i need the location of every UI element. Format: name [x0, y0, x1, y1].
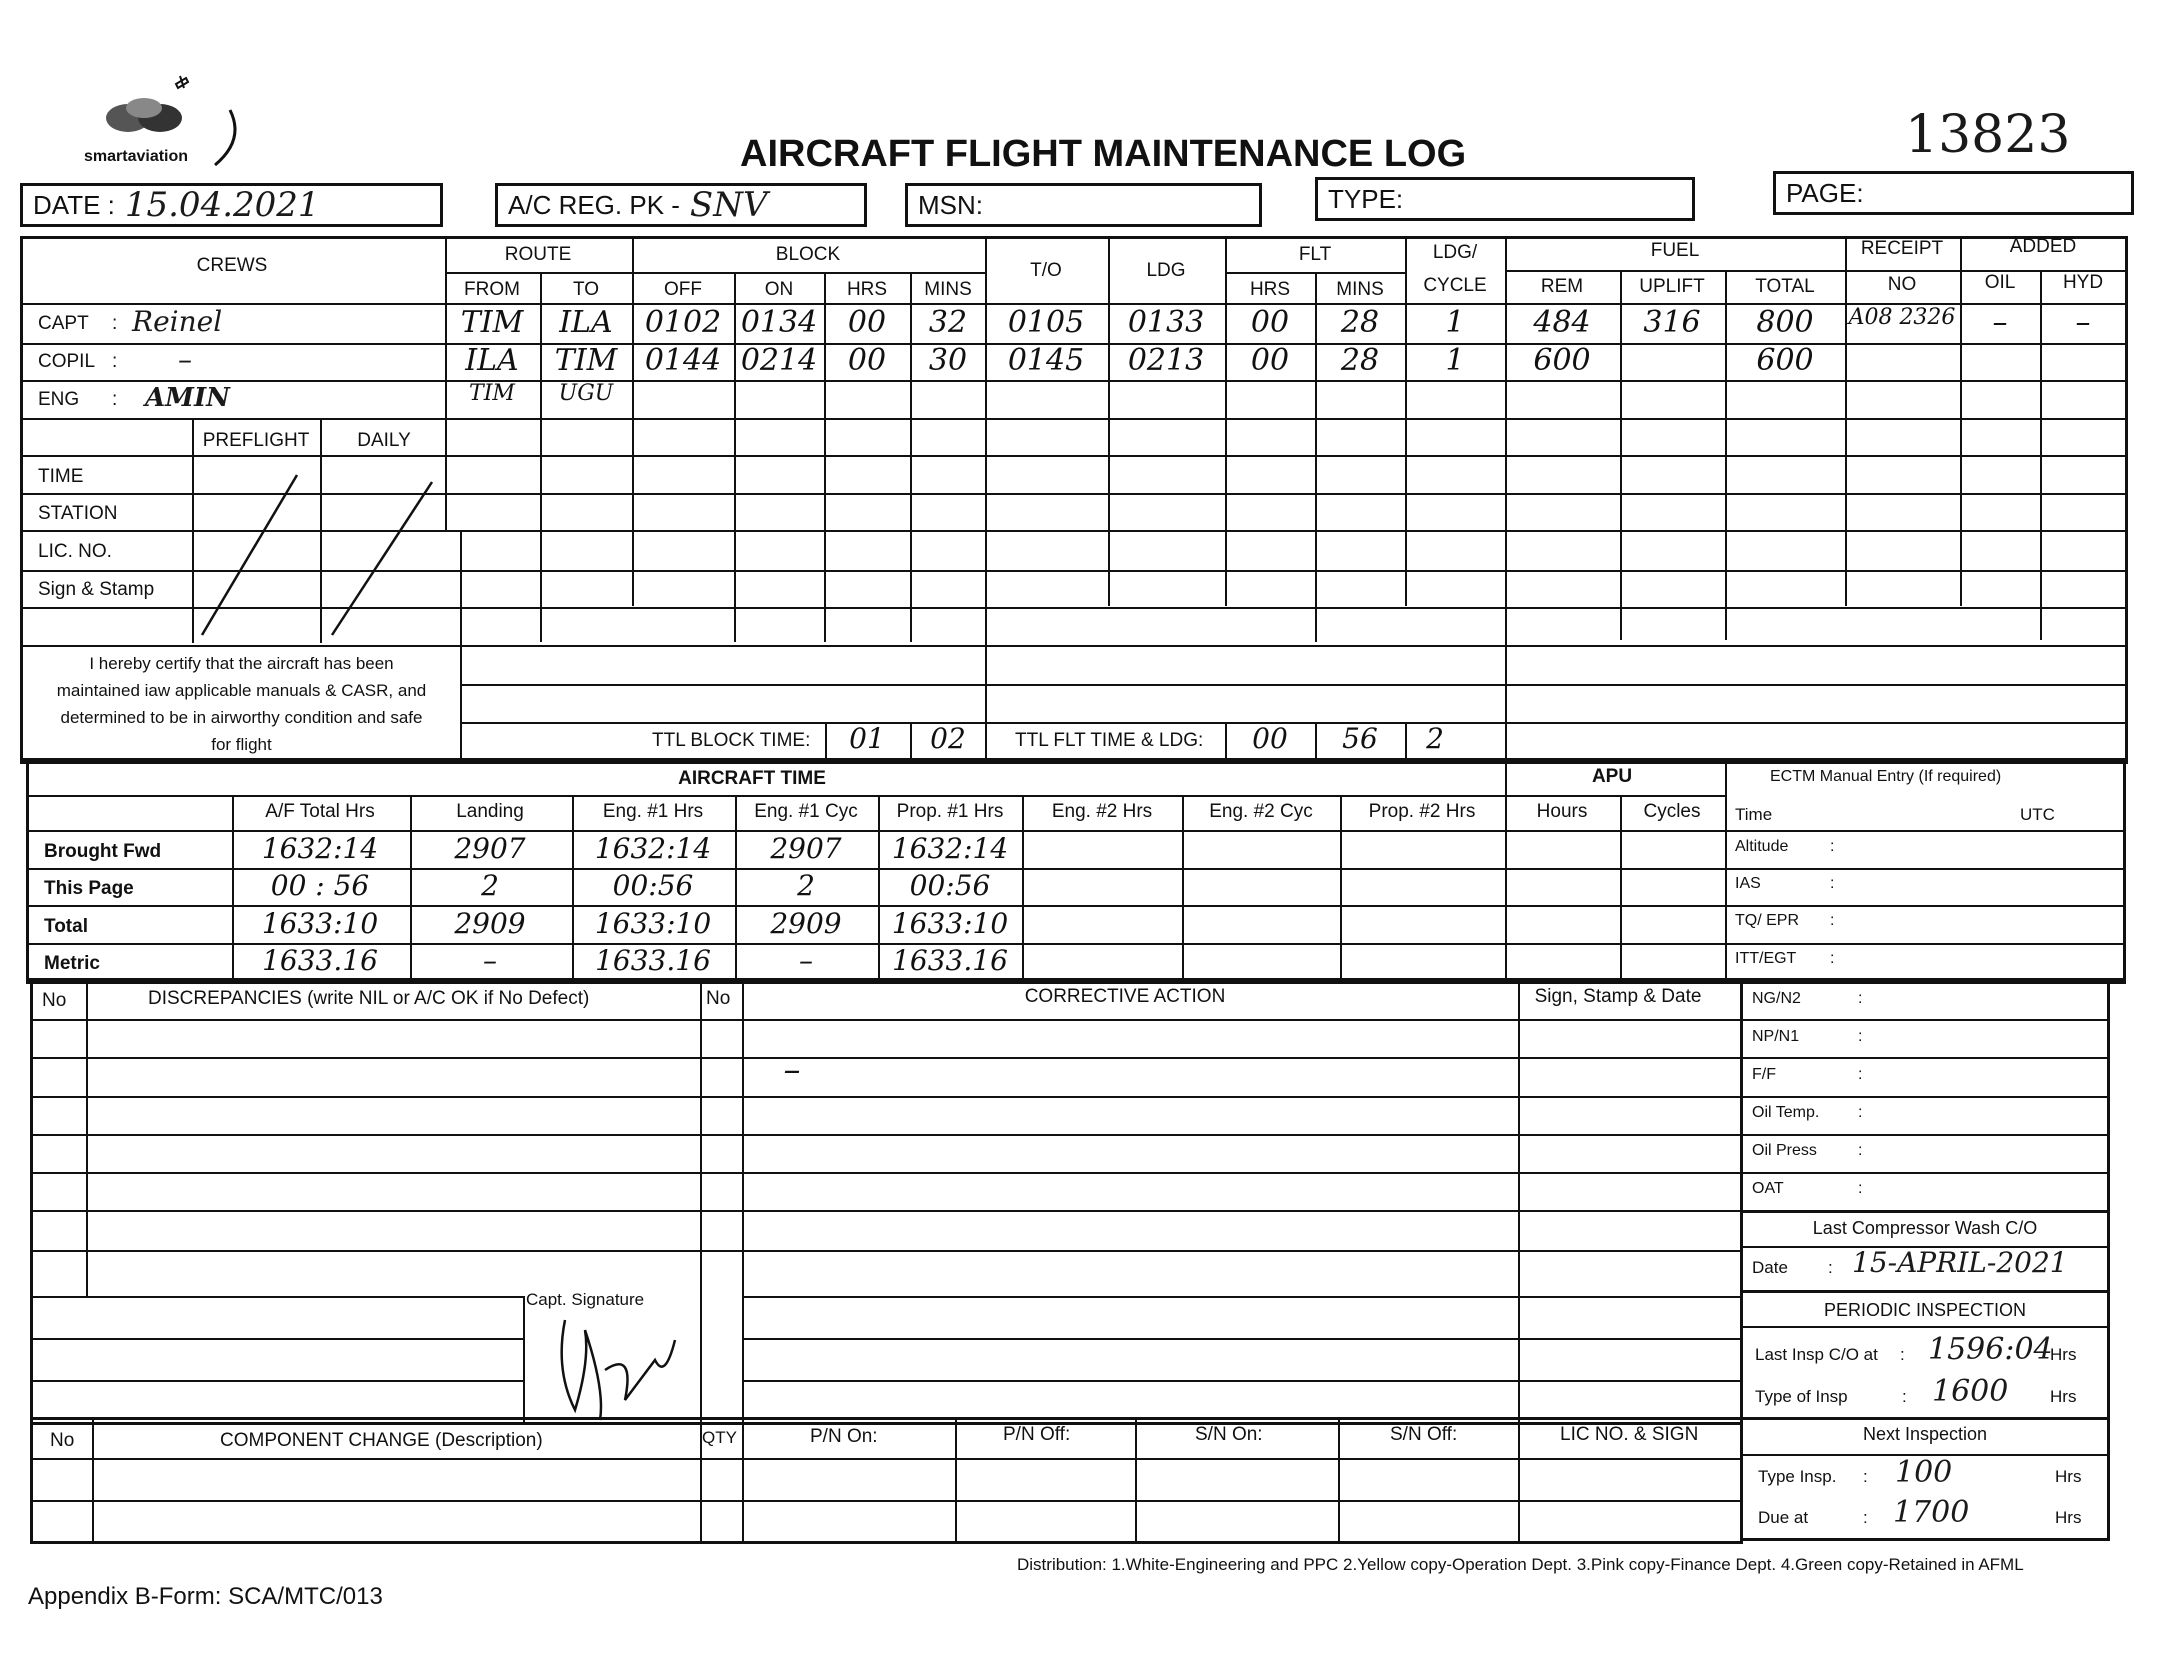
ttl-flt-mins: 56	[1342, 722, 1378, 755]
flight-cell-to_time: 0145	[1007, 343, 1085, 378]
aircraft-time-cell: –	[483, 944, 497, 977]
flight-cell-on: 0134	[740, 305, 818, 340]
last-insp-value: 1596:04	[1928, 1332, 2053, 1367]
col-prop2-hrs: Prop. #2 Hrs	[1368, 801, 1476, 822]
from-header: FROM	[464, 279, 520, 300]
route-header: ROUTE	[504, 244, 572, 265]
comp-no-label: No	[50, 1430, 75, 1451]
total-header: TOTAL	[1755, 276, 1815, 297]
due-at-hrs: Hrs	[2055, 1508, 2082, 1527]
type-insp-hrs: Hrs	[2050, 1387, 2077, 1406]
certify-line: for flight	[211, 735, 272, 754]
aircraft-time-cell: 1633:10	[594, 907, 712, 940]
aircraft-time-cell: 00 : 56	[270, 869, 370, 902]
discrepancies-table	[30, 981, 1743, 1425]
flight-cell-to: TIM	[554, 343, 618, 378]
next-type-value: 100	[1895, 1455, 1953, 1490]
type-box	[1315, 177, 1695, 221]
ectm-param-colon: :	[1830, 838, 1835, 855]
mins-header: MINS	[924, 279, 972, 300]
msn-label: MSN:	[918, 189, 983, 220]
ectm-param-label: Altitude	[1735, 838, 1789, 855]
flight-cell-mins: 32	[928, 305, 968, 340]
ectm-param-label: TQ/ EPR	[1735, 912, 1800, 929]
last-insp-colon: :	[1900, 1345, 1905, 1364]
takeoff-header: T/O	[1030, 260, 1062, 281]
flight-cell-flt_mins: 28	[1340, 343, 1380, 378]
comp-lic: LIC NO. & SIGN	[1560, 1424, 1699, 1445]
flight-cell-cycle: 1	[1445, 305, 1465, 340]
ectm-param-label: ITT/EGT	[1735, 950, 1797, 967]
corrective-title: CORRECTIVE ACTION	[1024, 986, 1226, 1007]
flight-cell-receipt: A08 2326	[1848, 305, 1956, 330]
receipt-header: RECEIPT	[1860, 238, 1944, 259]
flight-cell-ldg: 0133	[1127, 305, 1205, 340]
corrective-entry: –	[783, 1050, 801, 1090]
comp-sn-on: S/N On:	[1195, 1424, 1263, 1445]
col-eng2-cyc: Eng. #2 Cyc	[1209, 801, 1313, 822]
distribution-note: Distribution: 1.White-Engineering and PPC 2.Yellow copy-Operation Dept. 3.Pink copy-Finance Dept. 4.Green copy-Retained in AFML	[1017, 1555, 2024, 1574]
form-number: 13823	[1905, 105, 2071, 165]
date-box	[20, 183, 443, 227]
comp-title: COMPONENT CHANGE (Description)	[220, 1430, 543, 1451]
capt-colon: :	[112, 313, 118, 334]
rem-header: REM	[1540, 276, 1584, 297]
ttl-block-mins: 02	[930, 722, 966, 755]
aircraft-time-cell: 1633.16	[892, 944, 1008, 977]
flight-cell-hyd: –	[2075, 305, 2091, 340]
ectm-param-colon: :	[1858, 1028, 1863, 1045]
aircraft-time-cell: 00:56	[909, 869, 991, 902]
next-type-hrs: Hrs	[2055, 1467, 2082, 1486]
copil-colon: :	[112, 351, 118, 372]
aircraft-time-cell: 2	[797, 869, 815, 902]
aircraft-time-row-label: This Page	[44, 878, 134, 899]
flt-hrs-header: HRS	[1249, 279, 1291, 300]
oil-header: OIL	[1984, 272, 2016, 293]
aircraft-time-cell: 1633:10	[261, 907, 379, 940]
ac-reg-box	[495, 183, 867, 227]
flight-cell-mins: 30	[928, 343, 968, 378]
flight-cell-rem: 600	[1533, 343, 1591, 378]
due-at-value: 1700	[1893, 1495, 1970, 1530]
hyd-header: HYD	[2062, 272, 2104, 293]
aircraft-time-cell: 00:56	[612, 869, 694, 902]
lic-no-label: LIC. NO.	[38, 541, 112, 562]
type-insp-label: Type of Insp	[1755, 1387, 1848, 1406]
certify-line: determined to be in airworthy condition and safe	[60, 708, 423, 727]
ectm-param-colon: :	[1830, 950, 1835, 967]
apu-cycles: Cycles	[1643, 801, 1701, 822]
due-at-colon: :	[1863, 1508, 1868, 1527]
ac-reg-value: SNV	[689, 185, 768, 225]
flt-mins-header: MINS	[1336, 279, 1384, 300]
aircraft-time-row-label: Metric	[44, 953, 100, 974]
ectm-utc-label: UTC	[2020, 805, 2055, 824]
eng-label: ENG	[38, 389, 80, 410]
flight-cell-ldg: 0213	[1127, 343, 1205, 378]
certify-line: I hereby certify that the aircraft has been	[89, 654, 394, 673]
col-eng1-hrs: Eng. #1 Hrs	[602, 801, 704, 822]
col-landing: Landing	[456, 801, 524, 822]
flight-cell-off: 0144	[644, 343, 722, 378]
flight-cell-to: ILA	[559, 305, 613, 340]
flight-cell-from: TIM	[460, 305, 524, 340]
aircraft-time-cell: 1633:10	[891, 907, 1009, 940]
copil-label: COPIL	[38, 351, 96, 372]
ectm-param-label: Oil Press	[1752, 1142, 1817, 1159]
station-label: STATION	[38, 503, 118, 524]
added-header: ADDED	[2009, 236, 2077, 257]
ectm-param-label: IAS	[1735, 875, 1761, 892]
flight-cell-oil: –	[1992, 305, 2008, 340]
flight-cell-flt_hrs: 00	[1250, 343, 1290, 378]
disc-no-label: No	[42, 990, 67, 1011]
aircraft-time-cell: 1632:14	[891, 832, 1009, 865]
comp-sn-off: S/N Off:	[1390, 1424, 1458, 1445]
ectm-param-colon: :	[1858, 1104, 1863, 1121]
eng-colon: :	[112, 389, 118, 410]
sign-title: Sign, Stamp & Date	[1534, 986, 1702, 1007]
certify-line: maintained iaw applicable manuals & CASR, and	[56, 681, 427, 700]
ldg-cycle-header-2: CYCLE	[1423, 275, 1487, 296]
ldg-header: LDG	[1146, 260, 1186, 281]
block-header: BLOCK	[775, 244, 841, 265]
flight-cell-to_time: 0105	[1007, 305, 1085, 340]
uplift-header: UPLIFT	[1639, 276, 1705, 297]
msn-box	[905, 183, 1262, 227]
preflight-label: PREFLIGHT	[202, 430, 310, 451]
next-type-label: Type Insp.	[1758, 1467, 1837, 1486]
ttl-block-hrs: 01	[849, 722, 885, 755]
ttl-flt-label: TTL FLT TIME & LDG:	[1015, 730, 1204, 751]
page-label: PAGE:	[1786, 177, 1864, 208]
receipt-no-header: NO	[1887, 274, 1917, 295]
ttl-flt-hrs: 00	[1252, 722, 1288, 755]
apu-hours: Hours	[1536, 801, 1588, 822]
last-insp-label: Last Insp C/O at	[1755, 1345, 1878, 1364]
ldg-cycle-header-1: LDG/	[1432, 242, 1478, 263]
flt-header: FLT	[1298, 244, 1332, 265]
page-title: AIRCRAFT FLIGHT MAINTENANCE LOG	[740, 133, 1467, 175]
aircraft-time-cell: 2	[481, 869, 499, 902]
hrs-header: HRS	[846, 279, 888, 300]
fuel-header: FUEL	[1650, 240, 1700, 261]
ectm-param-colon: :	[1858, 1180, 1863, 1197]
aircraft-time-cell: –	[799, 944, 813, 977]
disc-title: DISCREPANCIES (write NIL or A/C OK if No Defect)	[148, 988, 590, 1009]
ectm-param-colon: :	[1830, 912, 1835, 929]
appendix-label: Appendix B-Form: SCA/MTC/013	[28, 1583, 383, 1610]
daily-label: DAILY	[357, 430, 411, 451]
brand-name: smartaviation	[84, 148, 189, 165]
aircraft-time-cell: 2909	[454, 907, 526, 940]
eng-value: AMIN	[145, 383, 230, 413]
ectm-param-label: F/F	[1752, 1066, 1776, 1083]
copil-value: –	[178, 343, 192, 376]
aircraft-time-cell: 1632:14	[261, 832, 379, 865]
ectm-param-colon: :	[1830, 875, 1835, 892]
comp-pn-on: P/N On:	[810, 1426, 878, 1447]
compressor-wash-date-label: Date	[1752, 1258, 1788, 1277]
ttl-ldg: 2	[1426, 722, 1444, 755]
ectm-param-colon: :	[1858, 990, 1863, 1007]
ectm-param-label: OAT	[1752, 1180, 1784, 1197]
sign-stamp-label: Sign & Stamp	[38, 579, 155, 600]
type-label: TYPE:	[1328, 183, 1404, 214]
preflight-strike-icon	[192, 470, 448, 645]
aircraft-time-cell: 1633.16	[595, 944, 711, 977]
ectm-param-label: NP/N1	[1752, 1028, 1800, 1045]
flight-cell-off: 0102	[644, 305, 722, 340]
to-header: TO	[572, 279, 600, 300]
ectm-param-label: NG/N2	[1752, 990, 1801, 1007]
aircraft-time-cell: 1632:14	[594, 832, 712, 865]
page-box	[1773, 171, 2134, 215]
col-af-total-hrs: A/F Total Hrs	[265, 801, 375, 822]
date-value: 15.04.2021	[124, 185, 320, 225]
flight-cell-uplift: 316	[1643, 305, 1701, 340]
aircraft-time-cell: 1633.16	[262, 944, 378, 977]
flight-cell-rem: 484	[1533, 305, 1591, 340]
col-eng2-hrs: Eng. #2 Hrs	[1051, 801, 1153, 822]
time-label: TIME	[38, 466, 84, 487]
capt-value: Reinel	[132, 305, 223, 338]
flight-cell-cycle: 1	[1445, 343, 1465, 378]
ectm-title: ECTM Manual Entry (If required)	[1770, 768, 2002, 785]
date-label: DATE :	[33, 189, 115, 220]
flight-cell-hrs: 00	[847, 305, 887, 340]
capt-signature-label: Capt. Signature	[526, 1290, 645, 1309]
off-header: OFF	[664, 279, 702, 300]
disc-no2-label: No	[706, 988, 731, 1009]
comp-qty: QTY	[702, 1428, 737, 1447]
col-eng1-cyc: Eng. #1 Cyc	[754, 801, 858, 822]
aircraft-time-cell: 2909	[770, 907, 842, 940]
periodic-title: PERIODIC INSPECTION	[1823, 1300, 2027, 1320]
flight-cell-to: UGU	[558, 381, 614, 406]
capt-label: CAPT	[38, 313, 89, 334]
type-insp-value: 1600	[1932, 1374, 2009, 1409]
certify-text	[24, 650, 459, 758]
aircraft-time-row-label: Brought Fwd	[44, 841, 162, 862]
compressor-wash-date: 15-APRIL-2021	[1852, 1246, 2068, 1279]
brand-logo	[80, 70, 250, 170]
captain-signature-icon	[545, 1300, 695, 1425]
on-header: ON	[764, 279, 794, 300]
compressor-wash-title: Last Compressor Wash C/O	[1812, 1218, 2038, 1238]
flight-cell-flt_mins: 28	[1340, 305, 1380, 340]
comp-pn-off: P/N Off:	[1003, 1424, 1071, 1445]
ectm-param-label: Oil Temp.	[1752, 1104, 1820, 1121]
flight-cell-from: TIM	[469, 381, 515, 406]
crews-header: CREWS	[196, 255, 268, 276]
aircraft-time-cell: 2907	[770, 832, 842, 865]
compressor-wash-colon: :	[1828, 1258, 1833, 1277]
aircraft-time-row-label: Total	[44, 916, 88, 937]
due-at-label: Due at	[1758, 1508, 1809, 1527]
flight-cell-hrs: 00	[847, 343, 887, 378]
ttl-block-label: TTL BLOCK TIME:	[652, 730, 811, 751]
aircraft-time-cell: 2907	[454, 832, 526, 865]
next-type-colon: :	[1863, 1467, 1868, 1486]
ac-reg-label: A/C REG. PK -	[508, 189, 680, 220]
aircraft-time-title: AIRCRAFT TIME	[678, 768, 826, 789]
next-insp-title: Next Inspection	[1862, 1424, 1988, 1444]
type-insp-colon: :	[1902, 1387, 1907, 1406]
flight-cell-from: ILA	[465, 343, 519, 378]
flight-cell-flt_hrs: 00	[1250, 305, 1290, 340]
ectm-param-colon: :	[1858, 1066, 1863, 1083]
flight-cell-total: 600	[1756, 343, 1814, 378]
flight-cell-total: 800	[1756, 305, 1814, 340]
col-prop1-hrs: Prop. #1 Hrs	[896, 801, 1004, 822]
ectm-time-label: Time	[1735, 805, 1773, 824]
last-insp-hrs: Hrs	[2050, 1345, 2077, 1364]
ectm-param-colon: :	[1858, 1142, 1863, 1159]
apu-title: APU	[1591, 766, 1633, 787]
flight-cell-on: 0214	[740, 343, 818, 378]
